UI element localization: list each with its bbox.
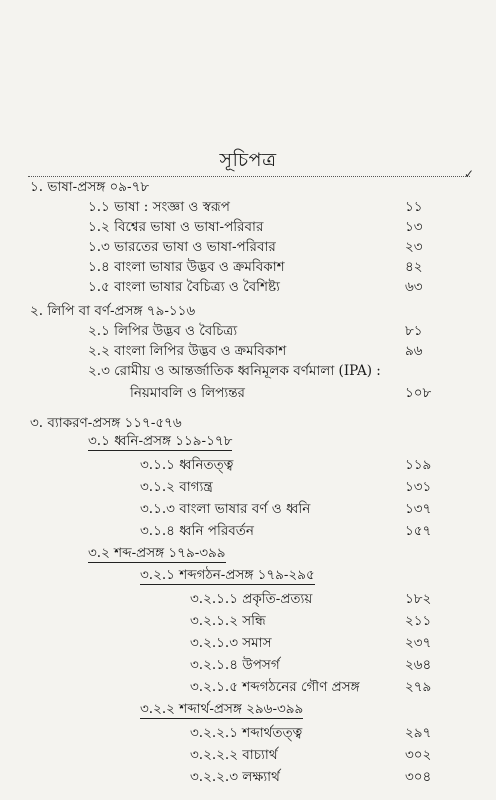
page-number: ১৫৭ <box>405 523 432 539</box>
page-number: ২৩ <box>405 239 423 255</box>
page-number: ২৬৪ <box>405 657 432 673</box>
page-number: ৪২ <box>405 259 423 275</box>
page-number: ১১ <box>405 199 423 215</box>
page-number: ৮১ <box>405 323 423 339</box>
check-mark-icon: ✓ <box>464 167 475 181</box>
page-number: ১৩৭ <box>405 501 432 517</box>
page-number: ১০৮ <box>405 385 432 401</box>
page-number: ১৮২ <box>405 591 432 607</box>
page-number: ৬৩ <box>405 279 423 295</box>
page-number: ২৩৭ <box>405 635 432 651</box>
page-number: ৯৬ <box>405 343 423 359</box>
page-number: ৩০২ <box>405 747 432 763</box>
page-number: ২১১ <box>405 613 432 629</box>
toc-page: সূচিপত্র ✓ ১. ভাষা-প্রসঙ্গ ০৯-৭৮ ১.১ ভাষা : সংজ্ঞা ও স্বরূপ ১১ ১.২ বিশ্বের ভাষা ও ভাষা-পরিবার ১৩ ১.৩ ভারতের ভাষা ও ভাষা-পরিবার ২৩ ১.৪ বাংলা ভাষার উদ্ভব ও ক্রমবিকাশ ৪২ ১.৫ বাংলা ভাষার বৈচিত্র্য ও বৈশিষ্ট্য ৬৩ ২. লিপি বা বর্ণ-প্রসঙ্গ ৭৯-১১৬ ২.১ লিপির উদ্ভব ও বৈচিত্র্য ৮১ ২.২ বাংলা লিপির উদ্ভব ও ক্রমবিকাশ ৯৬ ২.৩ রোমীয় ও আন্তর্জাতিক ধ্বনিমূলক বর্ণমালা (IPA) : নিয়মাবলি ও লিপ্যন্তর ১০৮ ৩. ব্যাকরণ-প্রসঙ্গ ১১৭-৫৭৬ ৩.১ ধ্বনি-প্রসঙ্গ ১১৯-১৭৮ ৩.১.১ ধ্বনিতত্ত্ব ১১৯ ৩.১.২ বাগ্যন্ত্র ১৩১ ৩.১.৩ বাংলা ভাষার বর্ণ ও ধ্বনি ১৩৭ ৩.১.৪ ধ্বনি পরিবর্তন ১৫৭ ৩.২ শব্দ-প্রসঙ্গ ১৭৯-৩৯৯ ৩.২.১ শব্দগঠন-প্রসঙ্গ ১৭৯-২৯৫ ৩.২.১.১ প্রকৃতি-প্রত্যয় ১৮২ ৩.২.১.২ সন্ধি ২১১ ৩.২.১.৩ সমাস ২৩৭ ৩.২.১.৪ উপসর্গ ২৬৪ ৩.২.১.৫ শব্দগঠনের গৌণ প্রসঙ্গ ২৭৯ ৩.২.২ শব্দার্থ-প্রসঙ্গ ২৯৬-৩৯৯ ৩.২.২.১ শব্দার্থতত্ত্ব ২৯৭ ৩.২.২.২ বাচ্যার্থ ৩০২ ৩.২.২.৩ লক্ষ্যার্থ ৩০৪ <box>0 0 496 800</box>
page-number: ১১৯ <box>405 457 432 473</box>
page-title: সূচিপত্র <box>219 149 277 171</box>
page-number: ৩০৪ <box>405 769 432 785</box>
page-number: ২৭৯ <box>405 679 432 695</box>
page-number: ১৩ <box>405 219 423 235</box>
page-number: ১৩১ <box>405 479 432 495</box>
page-number: ২৯৭ <box>405 725 432 741</box>
